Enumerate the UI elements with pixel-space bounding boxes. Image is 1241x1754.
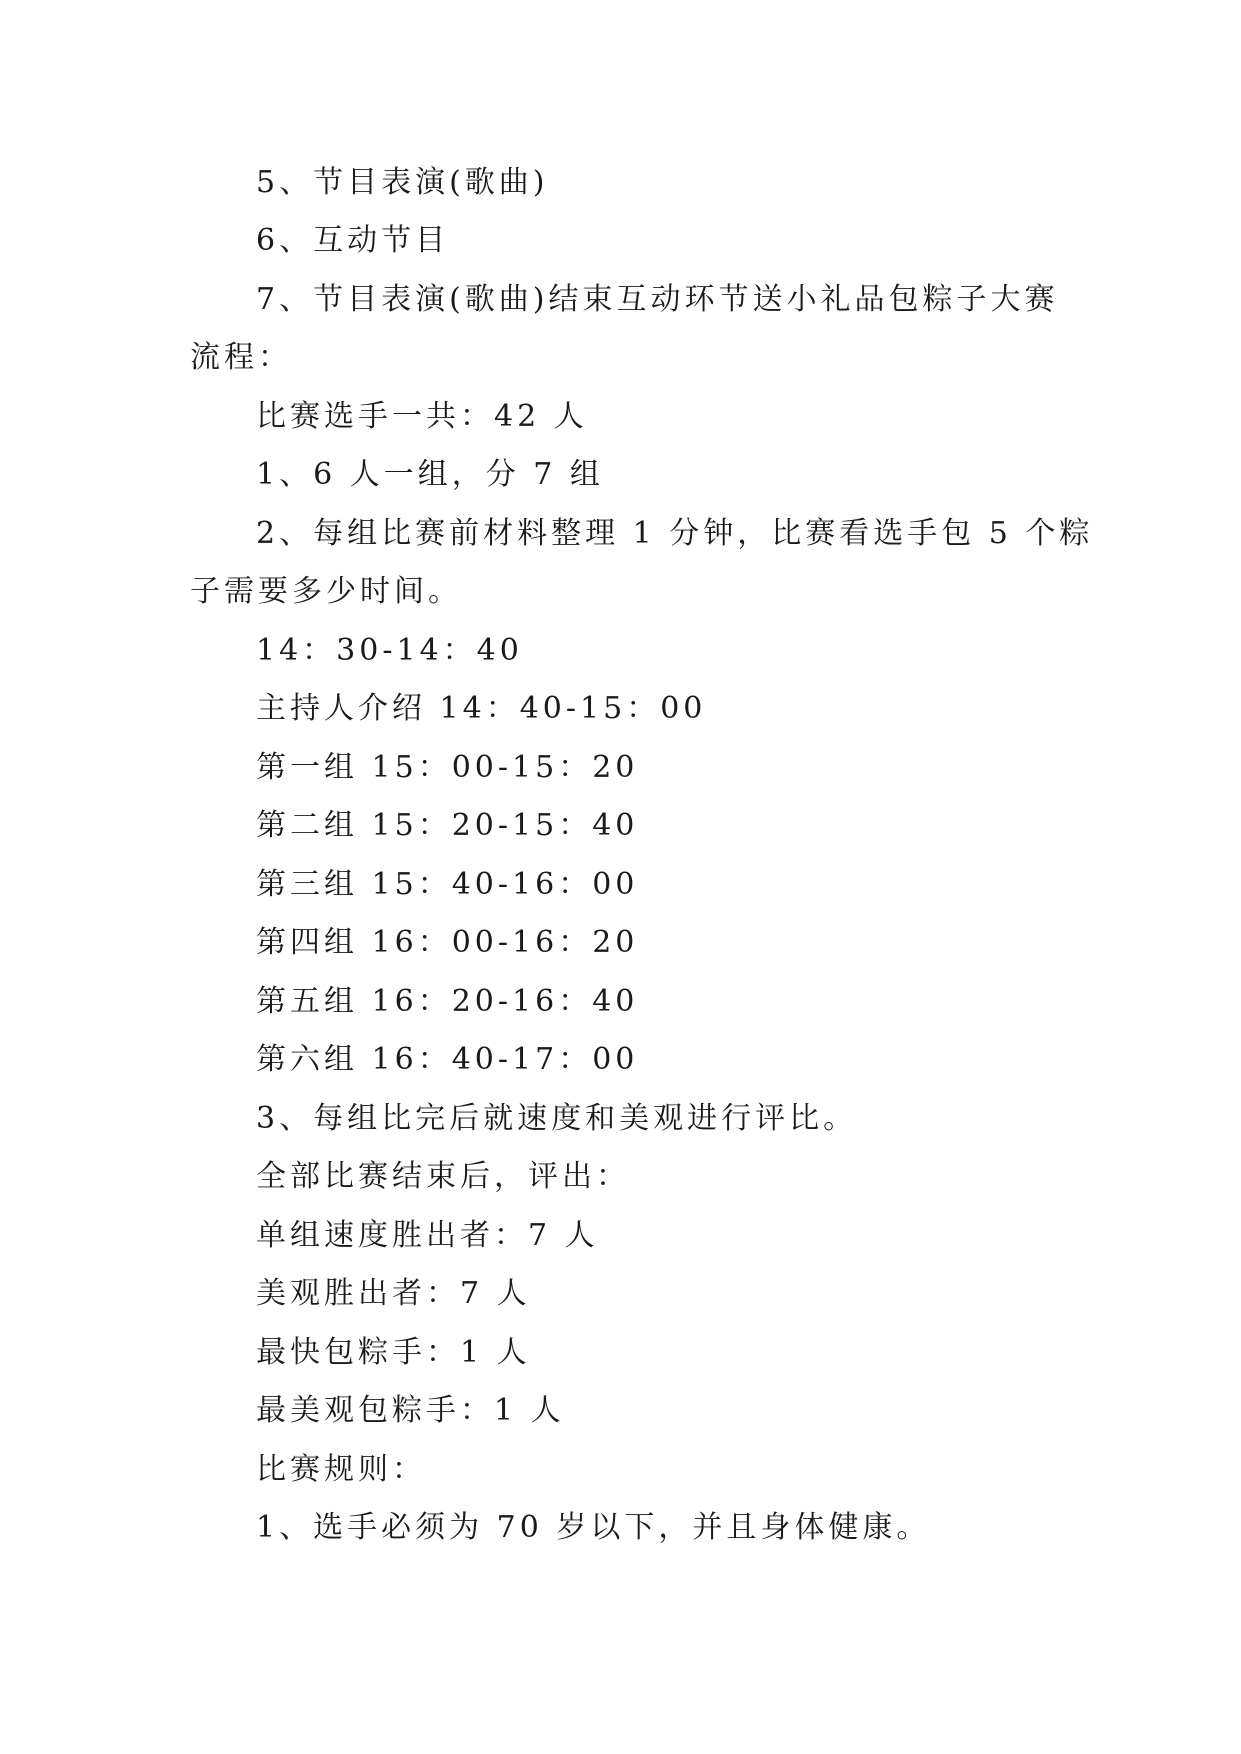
text-line: 美观胜出者：7 人	[256, 1276, 531, 1311]
text-line: 比赛规则：	[256, 1452, 426, 1487]
text-line: 最快包粽手：1 人	[256, 1335, 531, 1370]
text-line: 主持人介绍 14：40-15：00	[256, 691, 707, 726]
text-line: 1、6 人一组，分 7 组	[256, 457, 604, 492]
text-line: 全部比赛结束后，评出：	[256, 1159, 630, 1194]
text-line: 第六组 16：40-17：00	[256, 1042, 639, 1077]
text-line: 第一组 15：00-15：20	[256, 750, 639, 785]
text-line: 2、每组比赛前材料整理 1 分钟，比赛看选手包 5 个粽	[256, 516, 1094, 551]
text-line: 子需要多少时间。	[190, 574, 462, 609]
text-line: 单组速度胜出者：7 人	[256, 1218, 599, 1253]
text-line: 6、互动节目	[256, 223, 450, 258]
text-line: 14：30-14：40	[256, 633, 523, 668]
text-line: 比赛选手一共：42 人	[256, 399, 588, 434]
text-line: 第四组 16：00-16：20	[256, 925, 639, 960]
text-line: 1、选手必须为 70 岁以下，并且身体健康。	[256, 1510, 931, 1545]
text-line: 7、节目表演(歌曲)结束互动环节送小礼品包粽子大赛	[256, 282, 1059, 317]
text-line: 第五组 16：20-16：40	[256, 984, 639, 1019]
text-line: 流程：	[190, 340, 292, 375]
text-line: 最美观包粽手：1 人	[256, 1393, 565, 1428]
text-line: 第二组 15：20-15：40	[256, 808, 639, 843]
text-line: 3、每组比完后就速度和美观进行评比。	[256, 1101, 858, 1136]
text-line: 5、节目表演(歌曲)	[256, 165, 549, 200]
text-line: 第三组 15：40-16：00	[256, 867, 639, 902]
